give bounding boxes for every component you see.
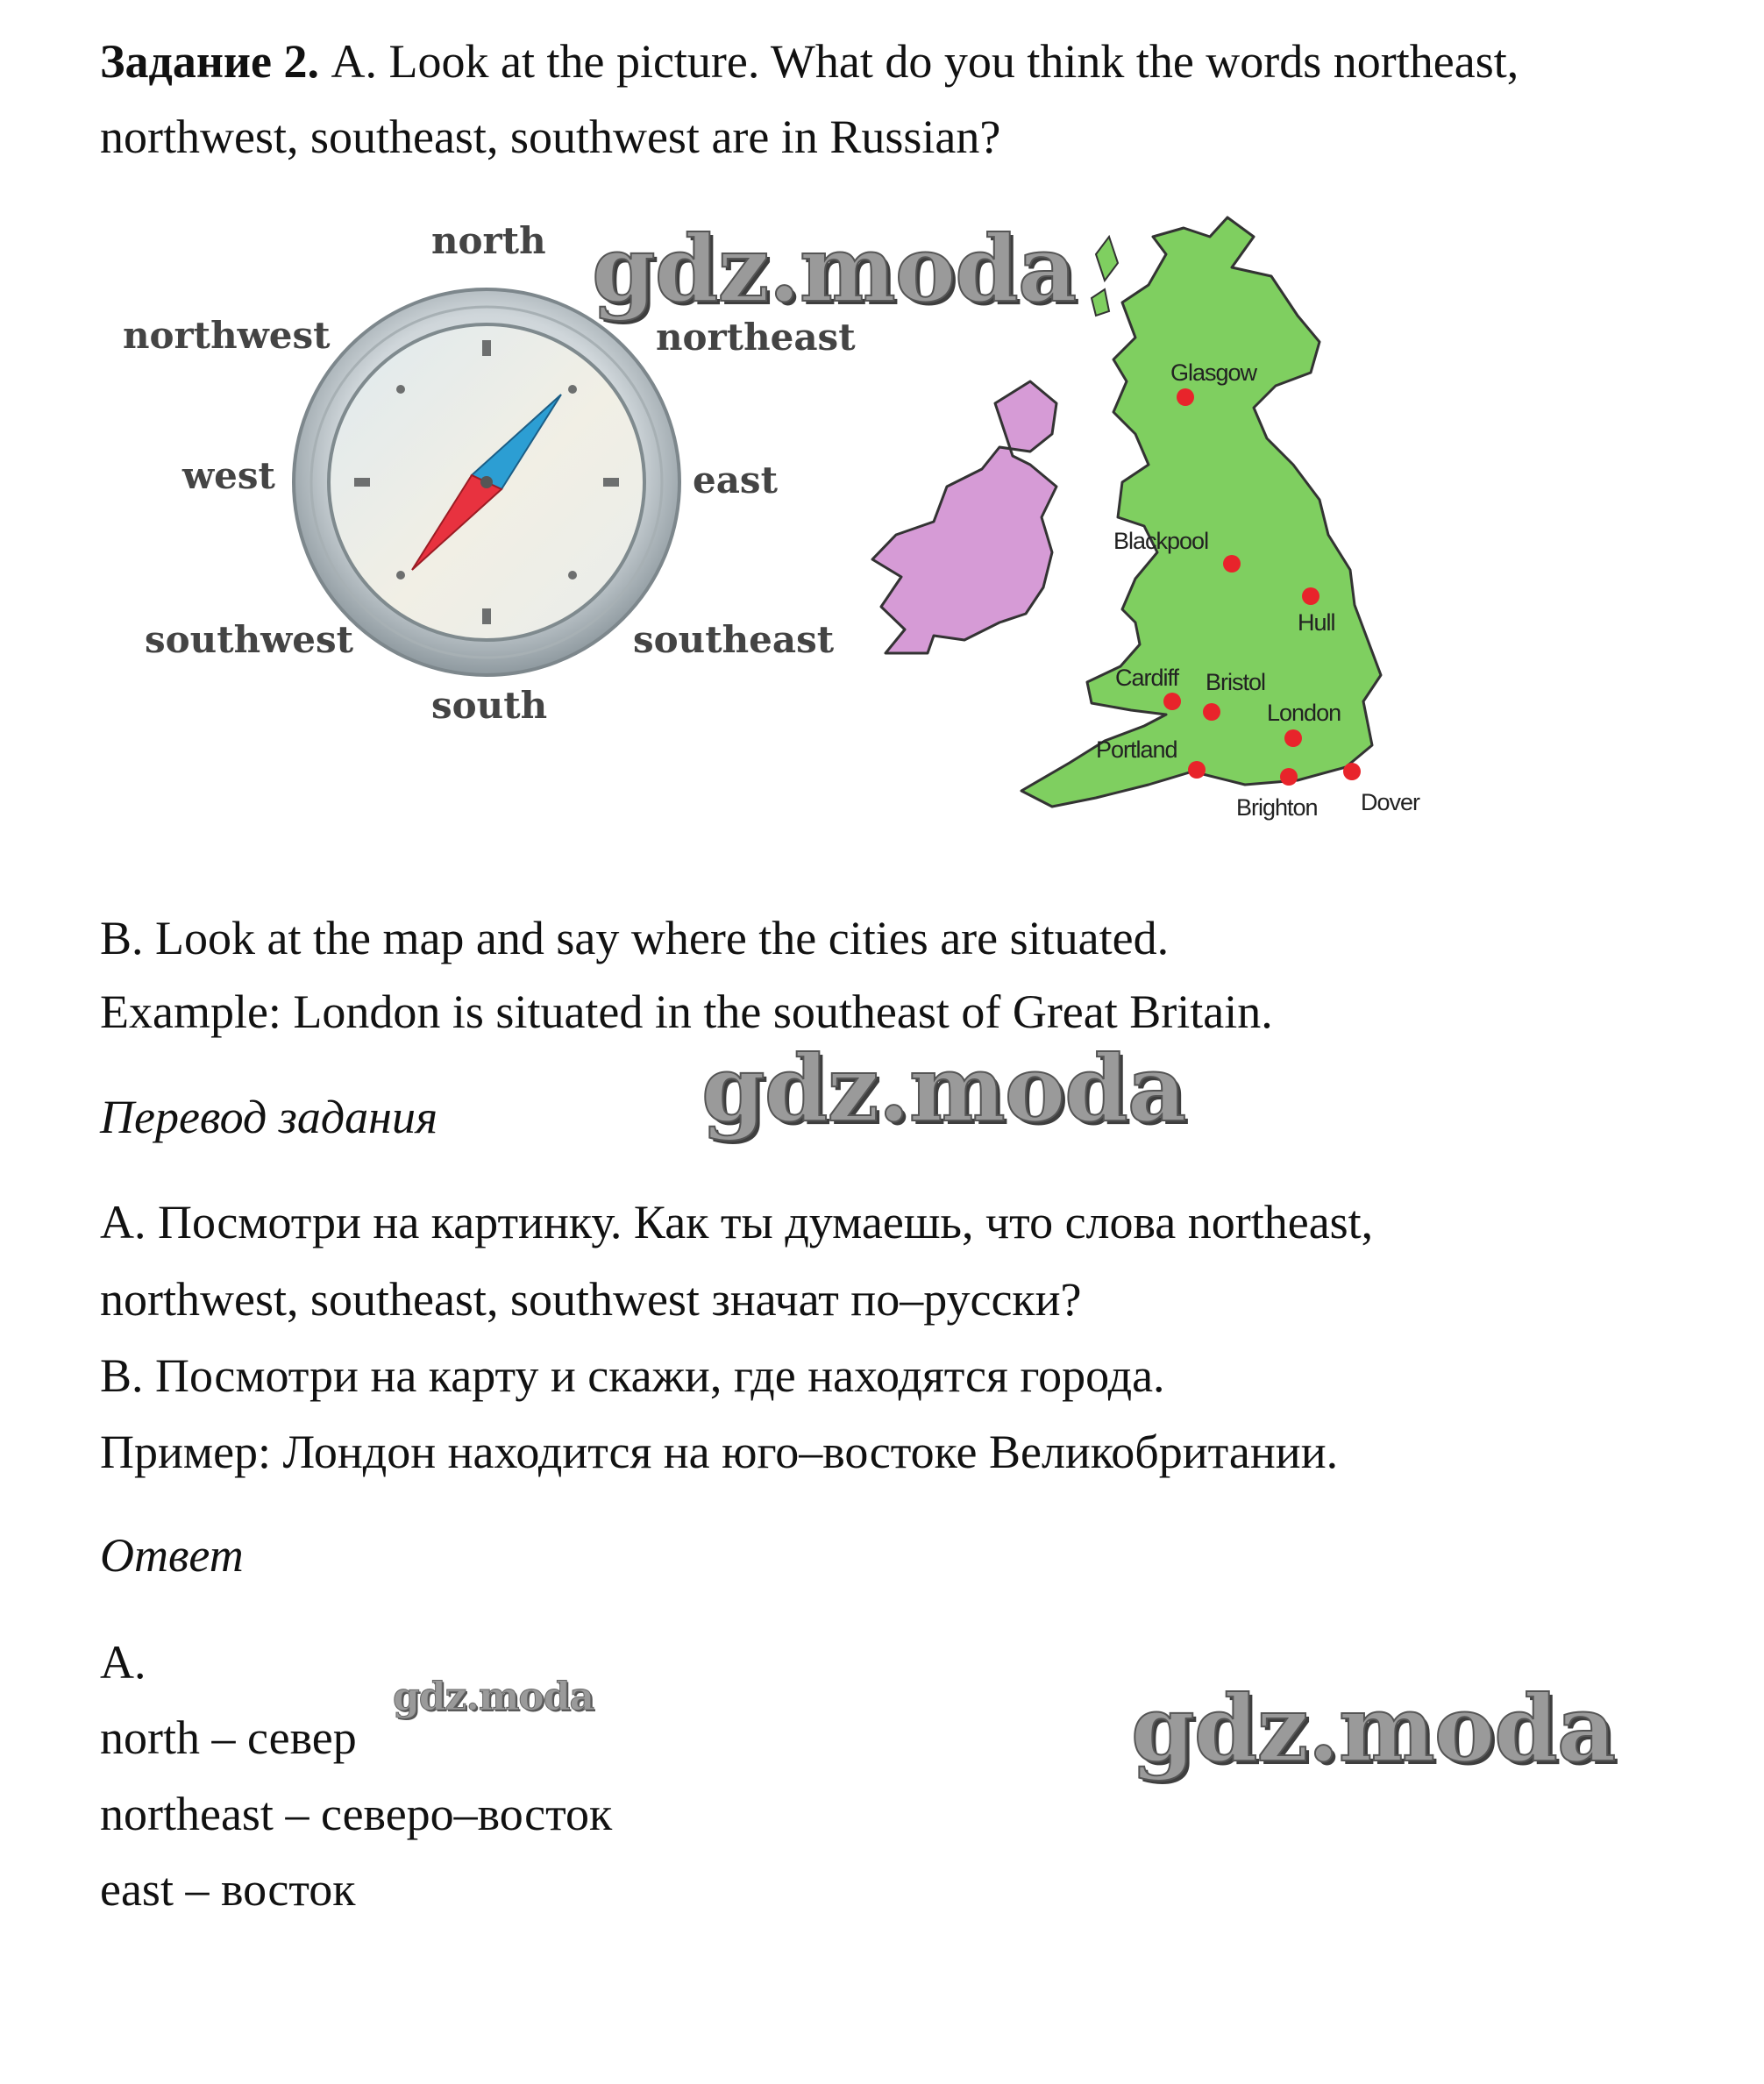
answer-heading: Ответ bbox=[100, 1529, 244, 1582]
answer-label: А. bbox=[100, 1636, 146, 1689]
city-label-cardiff: Cardiff bbox=[1115, 665, 1179, 691]
part-b-example: Example: London is situated in the southeast of Great Britain. bbox=[100, 985, 1273, 1038]
label-northeast: northeast bbox=[656, 316, 856, 359]
task-line2: northwest, southeast, southwest are in Russian? bbox=[100, 110, 1001, 163]
dot-dover bbox=[1343, 763, 1361, 780]
ireland-shape bbox=[872, 381, 1056, 653]
city-label-brighton: Brighton bbox=[1236, 794, 1318, 821]
city-label-blackpool: Blackpool bbox=[1113, 528, 1209, 554]
task-header bbox=[100, 33, 1519, 90]
answer-item-north: north – север bbox=[100, 1711, 357, 1764]
label-south: south bbox=[431, 684, 548, 727]
label-west: west bbox=[182, 454, 275, 497]
city-label-bristol: Bristol bbox=[1206, 669, 1266, 695]
watermark: gdz.moda bbox=[1131, 1675, 1616, 1782]
label-east: east bbox=[693, 459, 778, 501]
part-b-line1: B. Look at the map and say where the cities are situated. bbox=[100, 912, 1170, 964]
translation-example: Пример: Лондон находится на юго–востоке Великобритании. bbox=[100, 1426, 1339, 1478]
city-label-glasgow: Glasgow bbox=[1170, 359, 1257, 386]
dot-bristol bbox=[1203, 703, 1220, 721]
translation-a-line1: А. Посмотри на картинку. Как ты думаешь, что слова northeast, bbox=[100, 1196, 1374, 1248]
dot-hull bbox=[1302, 587, 1319, 605]
city-label-portland: Portland bbox=[1096, 736, 1177, 763]
city-label-hull: Hull bbox=[1298, 609, 1335, 636]
dot-london bbox=[1284, 729, 1302, 747]
watermark: gdz.moda bbox=[592, 215, 1077, 323]
city-label-dover: Dover bbox=[1361, 789, 1420, 815]
city-label-london: London bbox=[1267, 700, 1341, 726]
dot-brighton bbox=[1280, 768, 1298, 786]
translation-heading: Перевод задания bbox=[100, 1091, 438, 1143]
watermark: gdz.moda bbox=[701, 1035, 1186, 1142]
label-north: north bbox=[431, 219, 546, 262]
answer-item-east: east – восток bbox=[100, 1863, 356, 1916]
translation-a-line2: northwest, southeast, southwest значат по–русски? bbox=[100, 1273, 1082, 1326]
watermark: gdz.moda bbox=[393, 1675, 594, 1719]
label-southwest: southwest bbox=[145, 618, 354, 661]
label-northwest: northwest bbox=[123, 314, 331, 357]
dot-blackpool bbox=[1223, 555, 1241, 573]
label-southeast: southeast bbox=[633, 618, 835, 661]
answer-item-northeast: northeast – северо–восток bbox=[100, 1788, 613, 1840]
dot-portland bbox=[1188, 761, 1206, 779]
translation-b-line: В. Посмотри на карту и скажи, где находятся города. bbox=[100, 1349, 1165, 1402]
task-number: Задание 2. bbox=[100, 35, 320, 88]
task-line1: A. Look at the picture. What do you think the words northeast, bbox=[319, 35, 1519, 88]
dot-cardiff bbox=[1163, 693, 1181, 710]
dot-glasgow bbox=[1177, 388, 1194, 406]
